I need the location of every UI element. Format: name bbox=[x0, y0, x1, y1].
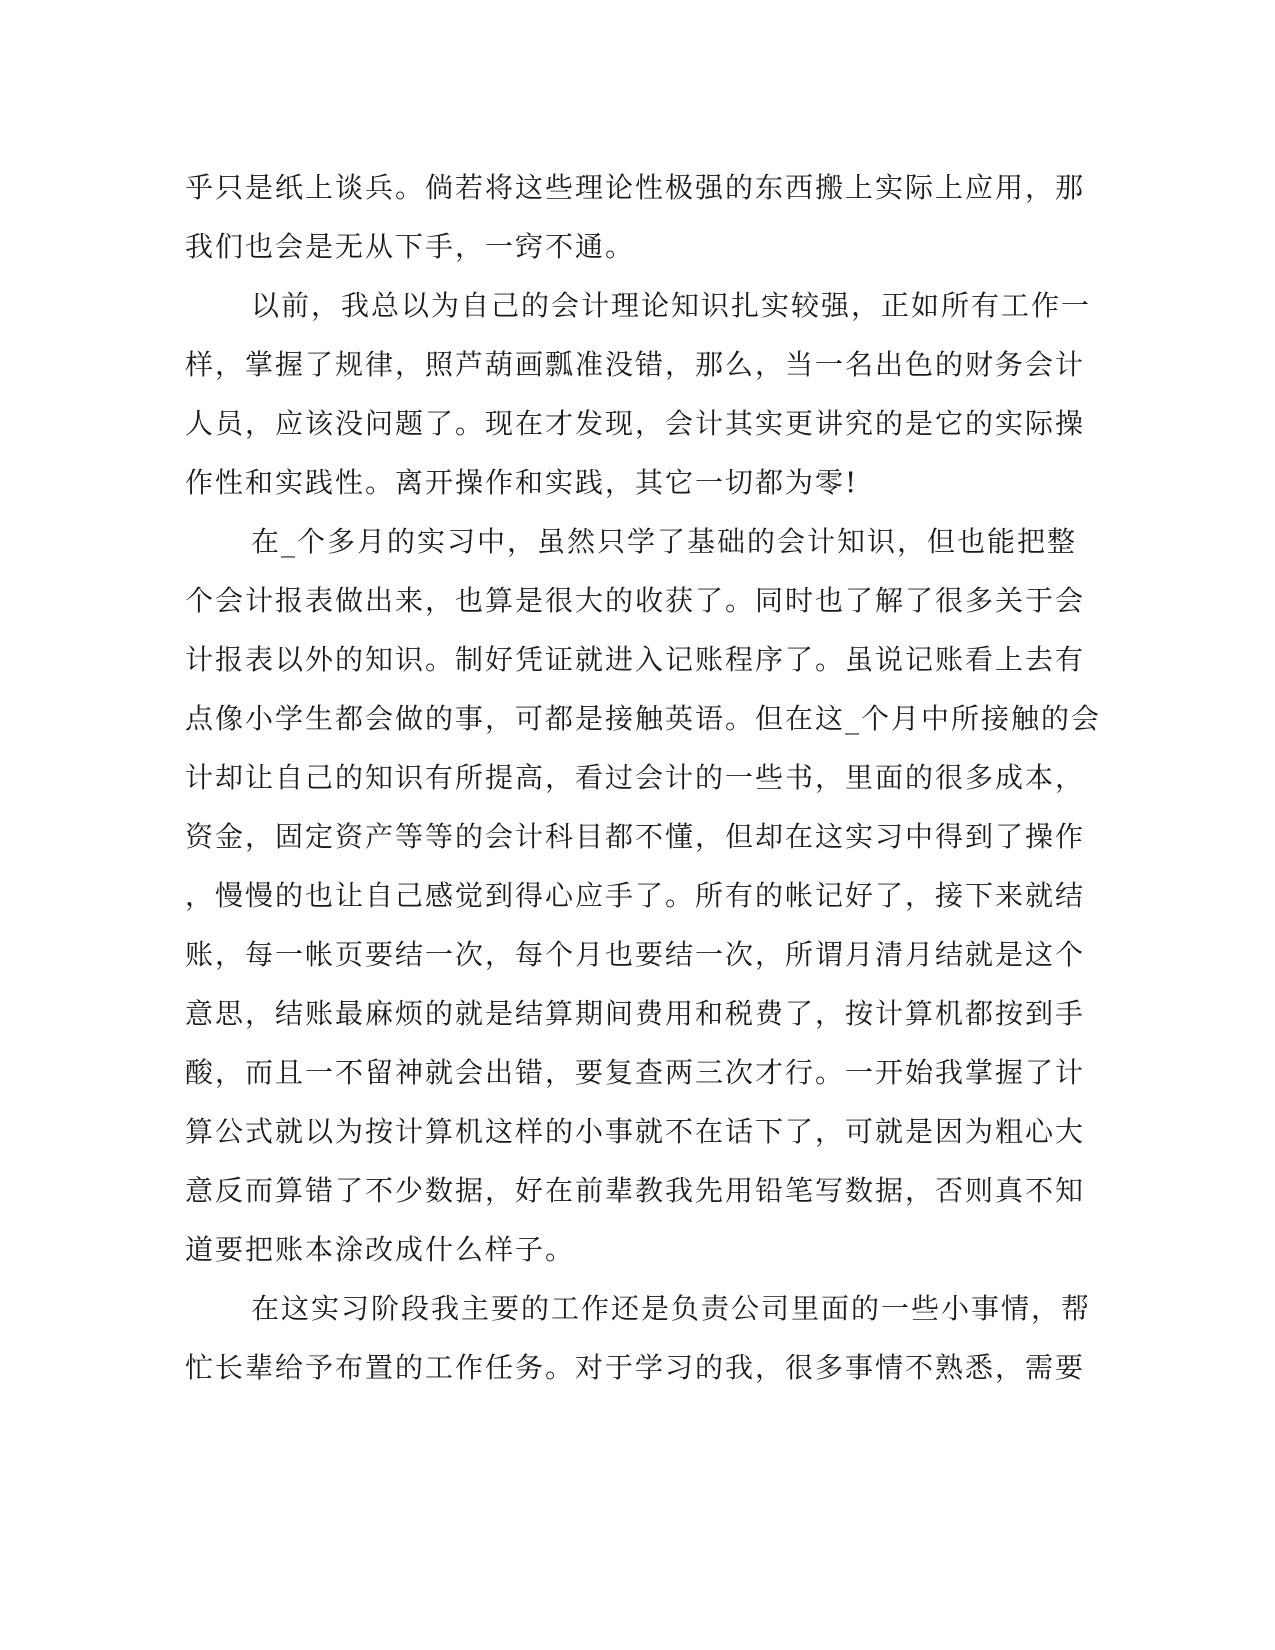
text-line: ，慢慢的也让自己感觉到得心应手了。所有的帐记好了，接下来就结 bbox=[185, 879, 1086, 912]
text-line: 点像小学生都会做的事，可都是接触英语。但在这_个月中所接触的会 bbox=[185, 702, 1102, 735]
document-body bbox=[185, 158, 1102, 1397]
text-line: 样，掌握了规律，照芦葫画瓢准没错，那么，当一名出色的财务会计 bbox=[185, 348, 1086, 381]
text-line: 作性和实践性。离开操作和实践，其它一切都为零! bbox=[185, 466, 859, 499]
paragraph-start-line: 在_个多月的实习中，虽然只学了基础的会计知识，但也能把整 bbox=[251, 525, 1078, 558]
text-line: 资金，固定资产等等的会计科目都不懂，但却在这实习中得到了操作 bbox=[185, 820, 1086, 853]
paragraph-start-line: 在这实习阶段我主要的工作还是负责公司里面的一些小事情，帮 bbox=[251, 1292, 1092, 1325]
text-line: 计却让自己的知识有所提高，看过会计的一些书，里面的很多成本， bbox=[185, 761, 1086, 794]
text-line: 账，每一帐页要结一次，每个月也要结一次，所谓月清月结就是这个 bbox=[185, 938, 1086, 971]
text-line: 意反而算错了不少数据，好在前辈教我先用铅笔写数据，否则真不知 bbox=[185, 1174, 1086, 1207]
text-line: 道要把账本涂改成什么样子。 bbox=[185, 1233, 576, 1266]
text-line: 我们也会是无从下手，一窍不通。 bbox=[185, 230, 636, 263]
text-line: 个会计报表做出来，也算是很大的收获了。同时也了解了很多关于会 bbox=[185, 584, 1086, 617]
text-line: 乎只是纸上谈兵。倘若将这些理论性极强的东西搬上实际上应用，那 bbox=[185, 171, 1086, 204]
text-line: 意思，结账最麻烦的就是结算期间费用和税费了，按计算机都按到手 bbox=[185, 997, 1086, 1030]
text-line: 人员，应该没问题了。现在才发现，会计其实更讲究的是它的实际操 bbox=[185, 407, 1086, 440]
paragraph-start-line: 以前，我总以为自己的会计理论知识扎实较强，正如所有工作一 bbox=[251, 289, 1092, 322]
text-line: 计报表以外的知识。制好凭证就进入记账程序了。虽说记账看上去有 bbox=[185, 643, 1086, 676]
text-line: 忙长辈给予布置的工作任务。对于学习的我，很多事情不熟悉，需要 bbox=[185, 1351, 1086, 1384]
text-line: 酸，而且一不留神就会出错，要复查两三次才行。一开始我掌握了计 bbox=[185, 1056, 1086, 1089]
text-line: 算公式就以为按计算机这样的小事就不在话下了，可就是因为粗心大 bbox=[185, 1115, 1086, 1148]
